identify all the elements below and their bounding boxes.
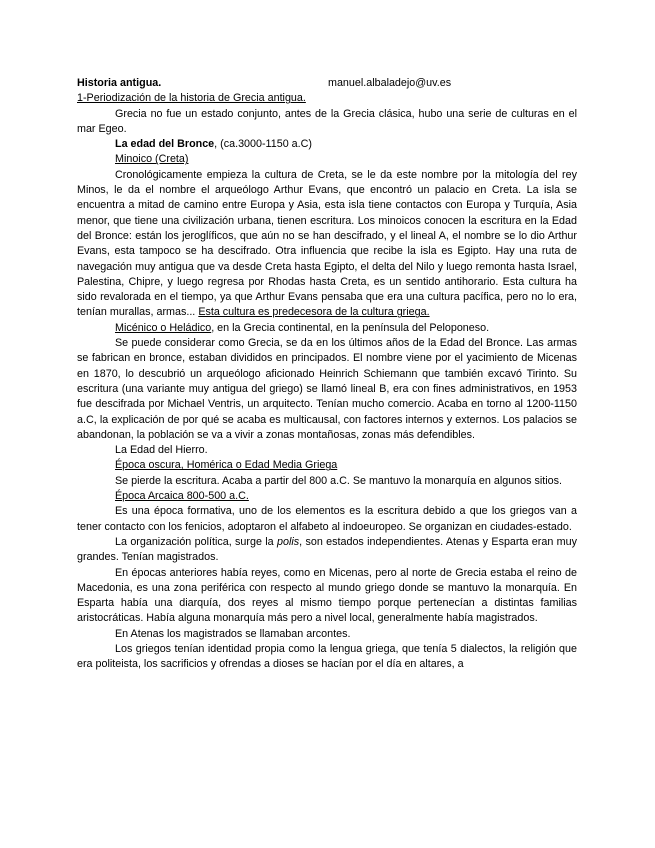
polis-term: polis	[277, 535, 300, 548]
archaic-heading: Época Arcaica 800-500 a.C.	[115, 490, 249, 503]
document-page	[77, 76, 577, 673]
minoan-heading: Minoico (Creta)	[115, 153, 189, 166]
mycenaean-paragraph	[77, 336, 577, 443]
document-header	[77, 76, 577, 91]
mycenaean-text: Se puede considerar como Grecia, se da en los últimos años de la Edad del Bronce. Las armas se fabrican en bronce, estaban divididos en principados. El nombre viene por el yacimiento de Micenas en 1870, lo descubrió un arqueólogo aficionado Heinrich Schiemann que también excavó Tirinto. Su escritura (una variante muy antigua del griego) se llamó lineal B, era con fines administrativos, en 1953 fue descifrada por Michael Ventris, un arquitecto. Tenían mucho comercio. Acaba en torno al 1200-1150 a.C, la explicación de por qué se acaba es multicausal, con factores internos y externos. Los palacios se abandonan, la población se va a vivir a zonas montañosas, zonas más defendibles.	[77, 337, 577, 441]
kings-paragraph	[77, 566, 577, 627]
dark-age-text: Se pierde la escritura. Acaba a partir del 800 a.C. Se mantuvo la monarquía en algunos sitios.	[115, 474, 562, 487]
politics-text-before: La organización política, surge la	[115, 535, 278, 548]
politics-text-after: , son estados independientes. Atenas y Esparta eran muy grandes. Tenían magistrados.	[77, 535, 577, 564]
mycenaean-heading-underlined: Micénico o Heládico	[115, 321, 212, 334]
identity-text: Los griegos tenían identidad propia como la lengua griega, que tenía 5 dialectos, la religión que era politeista, los sacrificios y ofrendas a dioses se hacían por el día en altares, a	[77, 642, 577, 671]
identity-paragraph	[77, 642, 577, 673]
athens-paragraph	[77, 627, 577, 642]
document-title: Historia antigua.	[77, 77, 162, 89]
iron-age-heading: La Edad del Hierro.	[115, 444, 208, 457]
dark-age-paragraph	[77, 474, 577, 489]
bronze-age-heading-dates: , (ca.3000-1150 a.C)	[214, 138, 312, 151]
kings-text: En épocas anteriores había reyes, como en Micenas, pero al norte de Grecia estaba el reino de Macedonia, es una zona periférica con respecto al mundo griego donde se mantuvo la monarquía. En Esparta había una diarquía, dos reyes al mismo tiempo porque pertenecían a distintas familias aristocráticas. Había alguna monarquía más pero a nivel local, generalmente había magistrados.	[77, 566, 577, 625]
mycenaean-heading	[77, 321, 577, 336]
archaic-paragraph	[77, 504, 577, 535]
author-email: manuel.albaladejo@uv.es	[328, 77, 452, 89]
section-title: 1-Periodización de la historia de Grecia antigua.	[77, 92, 306, 105]
bronze-age-heading	[77, 137, 577, 152]
politics-paragraph	[77, 535, 577, 566]
bronze-age-heading-bold: La edad del Bronce	[115, 138, 215, 151]
dark-age-heading: Época oscura, Homérica o Edad Media Griega	[115, 459, 338, 472]
mycenaean-heading-rest: , en la Grecia continental, en la península del Peloponeso.	[211, 321, 490, 334]
archaic-text: Es una época formativa, uno de los elementos es la escritura debido a que los griegos van a tener contacto con los fenicios, adoptaron el alfabeto al indoeuropeo. Se organizan en ciudades-estado.	[77, 505, 577, 533]
minoan-paragraph	[77, 168, 577, 321]
intro-text: Grecia no fue un estado conjunto, antes de la Grecia clásica, hubo una serie de culturas en el mar Egeo.	[77, 107, 577, 135]
minoan-text-underlined: Esta cultura es predecesora de la cultura griega.	[198, 306, 430, 319]
athens-text: En Atenas los magistrados se llamaban arcontes.	[115, 627, 351, 640]
minoan-text: Cronológicamente empieza la cultura de Creta, se le da este nombre por la mitología del rey Minos, le da el nombre el arqueólogo Arthur Evans, que encontró un palacio en Creta. La isla se encuentra a mitad de camino entre Europa y Asia, esta isla tiene contactos con Europa y Turquía, Asia menor, que tiene una civilización urbana, tienen escritura. Los minoicos conocen la escritura en la Edad del Bronce: están los jeroglíficos, que aún no se han descifrado, y el lineal A, el nombre se lo dio Arthur Evans, esta tampoco se ha descifrado. Otra influencia que recibe la isla es Egipto. Hay una ruta de navegación muy antigua que va desde Creta hasta Egipto, el delta del Nilo y luego remonta hasta Israel, Palestina, Chipre, y luego regresa por Rhodas hasta Creta, es un sentido antihorario. Esta cultura ha sido revalorada en el tiempo, ya que Arthur Evans pensaba que era una cultura pacífica, pero no lo era, tenían murallas, armas...	[77, 168, 577, 319]
intro-paragraph	[77, 107, 577, 138]
